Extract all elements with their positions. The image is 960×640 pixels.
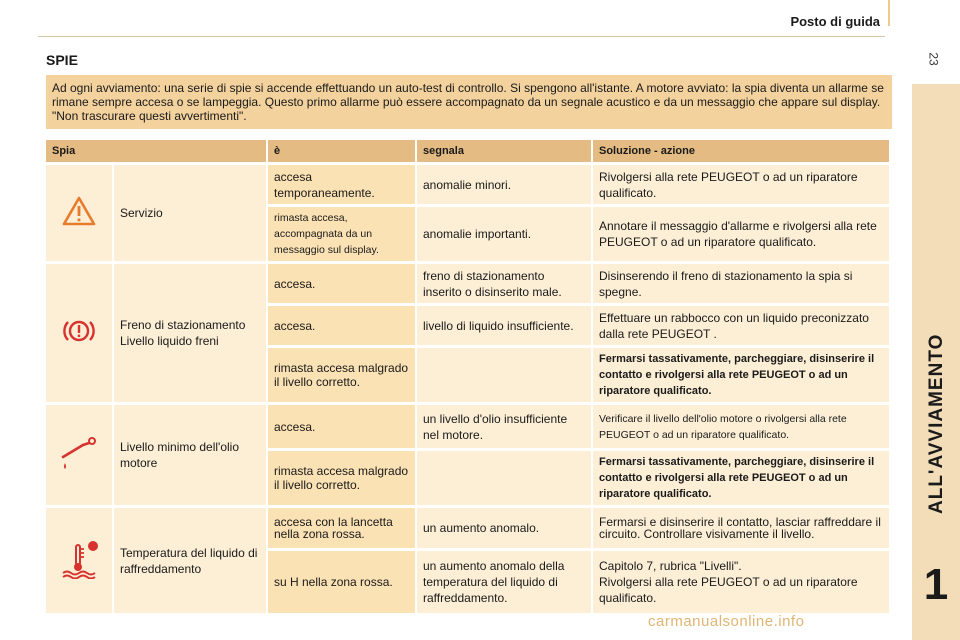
state-cell: su H nella zona rossa.	[268, 551, 417, 613]
state-cell: rimasta accesa malgrado il livello corretto.	[268, 451, 417, 505]
header-divider	[888, 0, 890, 26]
solution-cell: Fermarsi e disinserire il contatto, lasciar raffreddare il circuito. Controllare visivamente il livello.	[593, 508, 891, 548]
signal-cell: un livello d'olio insufficiente nel motore.	[417, 405, 593, 448]
light-name: Livello minimo dell'olio motore	[114, 405, 268, 505]
col-header-soluzione: Soluzione - azione	[593, 140, 891, 162]
light-name	[114, 264, 268, 402]
signal-cell: un aumento anomalo.	[417, 508, 593, 548]
state-cell: accesa.	[268, 264, 417, 303]
state-cell: accesa con la lancetta nella zona rossa.	[268, 508, 417, 548]
brake-warning-icon	[46, 264, 114, 402]
chapter-title	[926, 466, 946, 514]
chapter-number: 1	[923, 560, 949, 609]
table-row	[46, 405, 891, 448]
watermark: carmanualsonline.info	[648, 613, 805, 630]
table-header-row	[46, 140, 891, 162]
signal-cell: un aumento anomalo della temperatura del liquido di raffreddamento.	[417, 551, 593, 613]
table-row	[46, 165, 891, 204]
intro-box: Ad ogni avviamento: una serie di spie si accende effettuando un auto-test di controllo. Si spengono all'istante. A motore avviato: la spia diventa un allarme se rimane sempre accesa o se lampeggia. Questo primo allarme può essere accompagnato da un segnale acustico e da un messaggio che appare sul display. "Non trascurare questi avvertimenti".	[46, 75, 892, 129]
signal-cell: livello di liquido insufficiente.	[417, 306, 593, 345]
coolant-temperature-icon	[46, 508, 114, 613]
state-cell: accesa temporaneamente.	[268, 165, 417, 204]
table-row	[46, 508, 891, 548]
solution-cell	[593, 551, 891, 613]
state-cell: rimasta accesa malgrado il livello corretto.	[268, 348, 417, 402]
signal-cell	[417, 348, 593, 402]
solution-cell: Annotare il messaggio d'allarme e rivolgersi alla rete PEUGEOT o ad un riparatore qualificato.	[593, 207, 891, 261]
light-name: Servizio	[114, 165, 268, 261]
table-row	[46, 264, 891, 303]
light-name-line: Freno di stazionamento	[120, 318, 246, 332]
signal-cell: anomalie importanti.	[417, 207, 593, 261]
light-name-line: Livello liquido freni	[120, 334, 219, 348]
page-number: 23	[926, 52, 941, 66]
solution-cell: Rivolgersi alla rete PEUGEOT o ad un riparatore qualificato.	[593, 165, 891, 204]
warning-lights-table	[46, 137, 891, 616]
col-header-segnala: segnala	[417, 140, 593, 162]
solution-cell: Fermarsi tassativamente, parcheggiare, disinserire il contatto e rivolgersi alla rete PEUGEOT o ad un riparatore qualificato.	[593, 348, 891, 402]
header-rule	[38, 36, 885, 37]
solution-line: Rivolgersi alla rete PEUGEOT o ad un riparatore qualificato.	[599, 575, 858, 605]
signal-cell: anomalie minori.	[417, 165, 593, 204]
solution-cell: Disinserendo il freno di stazionamento la spia si spegne.	[593, 264, 891, 303]
state-cell: accesa.	[268, 405, 417, 448]
col-header-e: è	[268, 140, 417, 162]
state-cell: accesa.	[268, 306, 417, 345]
oil-level-icon	[46, 405, 114, 505]
solution-cell: Fermarsi tassativamente, parcheggiare, disinserire il contatto e rivolgersi alla rete PEUGEOT o ad un riparatore qualificato.	[593, 451, 891, 505]
section-title: SPIE	[46, 52, 78, 68]
light-name: Temperatura del liquido di raffreddamento	[114, 508, 268, 613]
solution-line: Capitolo 7, rubrica "Livelli".	[599, 559, 742, 573]
solution-cell: Verificare il livello dell'olio motore o rivolgersi alla rete PEUGEOT o ad un riparatore qualificato.	[593, 405, 891, 448]
page-header-title: Posto di guida	[790, 14, 880, 29]
solution-cell: Effettuare un rabbocco con un liquido preconizzato dalla rete PEUGEOT .	[593, 306, 891, 345]
signal-cell	[417, 451, 593, 505]
col-header-spia: Spia	[46, 140, 268, 162]
signal-cell: freno di stazionamento inserito o disinserito male.	[417, 264, 593, 303]
warning-triangle-icon	[46, 165, 114, 261]
state-cell: rimasta accesa, accompagnata da un messaggio sul display.	[268, 207, 417, 261]
